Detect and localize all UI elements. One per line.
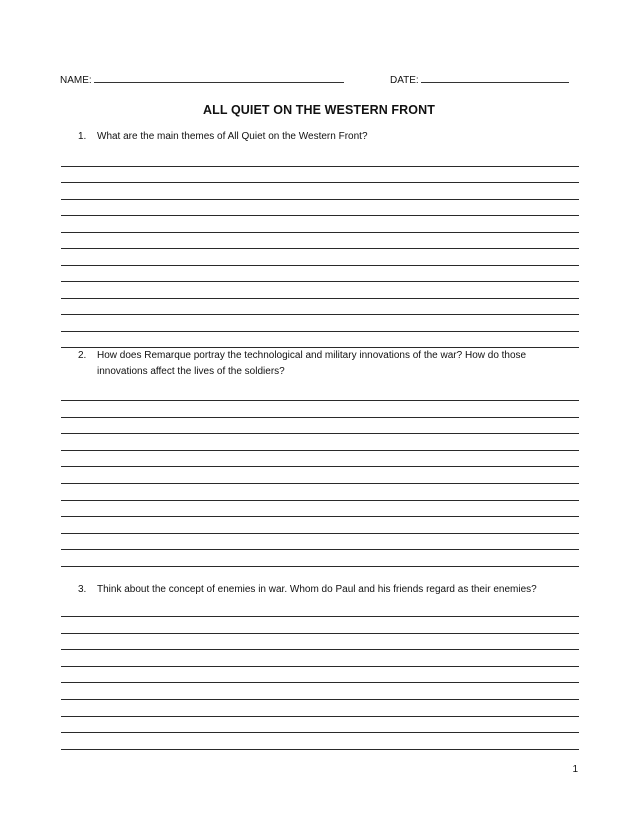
- question-number: 2.: [78, 350, 87, 361]
- question-3: [78, 582, 568, 598]
- answer-line[interactable]: [61, 182, 579, 183]
- answer-line[interactable]: [61, 331, 579, 332]
- answer-line[interactable]: [61, 215, 579, 216]
- answer-line[interactable]: [61, 616, 579, 617]
- name-field: [60, 72, 344, 86]
- answer-line[interactable]: [61, 433, 579, 434]
- answer-line[interactable]: [61, 298, 579, 299]
- answer-line[interactable]: [61, 633, 579, 634]
- answer-line[interactable]: [61, 314, 579, 315]
- date-field: [390, 72, 569, 86]
- answer-line[interactable]: [61, 281, 579, 282]
- answer-line[interactable]: [61, 450, 579, 451]
- worksheet-title: ALL QUIET ON THE WESTERN FRONT: [203, 103, 435, 117]
- answer-line[interactable]: [61, 682, 579, 683]
- page-number: 1: [572, 764, 578, 775]
- answer-line[interactable]: [61, 199, 579, 200]
- answer-line[interactable]: [61, 166, 579, 167]
- question-text: How does Remarque portray the technological and military innovations of the war? How do those innovations affect the lives of the soldiers?: [97, 350, 527, 377]
- answer-line[interactable]: [61, 466, 579, 467]
- answer-line[interactable]: [61, 749, 579, 750]
- answer-line[interactable]: [61, 516, 579, 517]
- answer-line[interactable]: [61, 533, 579, 534]
- answer-line[interactable]: [61, 400, 579, 401]
- answer-line[interactable]: [61, 732, 579, 733]
- answer-line[interactable]: [61, 265, 579, 266]
- question-number: 1.: [78, 131, 87, 142]
- question-2: [78, 348, 568, 380]
- answer-line[interactable]: [61, 248, 579, 249]
- answer-line[interactable]: [61, 666, 579, 667]
- answer-line[interactable]: [61, 232, 579, 233]
- question-1: [78, 129, 568, 145]
- question-number: 3.: [78, 584, 87, 595]
- name-blank[interactable]: [94, 72, 344, 83]
- answer-line[interactable]: [61, 566, 579, 567]
- date-blank[interactable]: [421, 72, 569, 83]
- answer-line[interactable]: [61, 649, 579, 650]
- answer-line[interactable]: [61, 716, 579, 717]
- date-label: DATE:: [390, 75, 419, 86]
- question-text: What are the main themes of All Quiet on the Western Front?: [97, 131, 368, 142]
- answer-line[interactable]: [61, 500, 579, 501]
- name-label: NAME:: [60, 75, 92, 86]
- answer-line[interactable]: [61, 699, 579, 700]
- answer-line[interactable]: [61, 549, 579, 550]
- answer-line[interactable]: [61, 417, 579, 418]
- question-text: Think about the concept of enemies in war. Whom do Paul and his friends regard as their enemies?: [97, 584, 537, 595]
- answer-line[interactable]: [61, 483, 579, 484]
